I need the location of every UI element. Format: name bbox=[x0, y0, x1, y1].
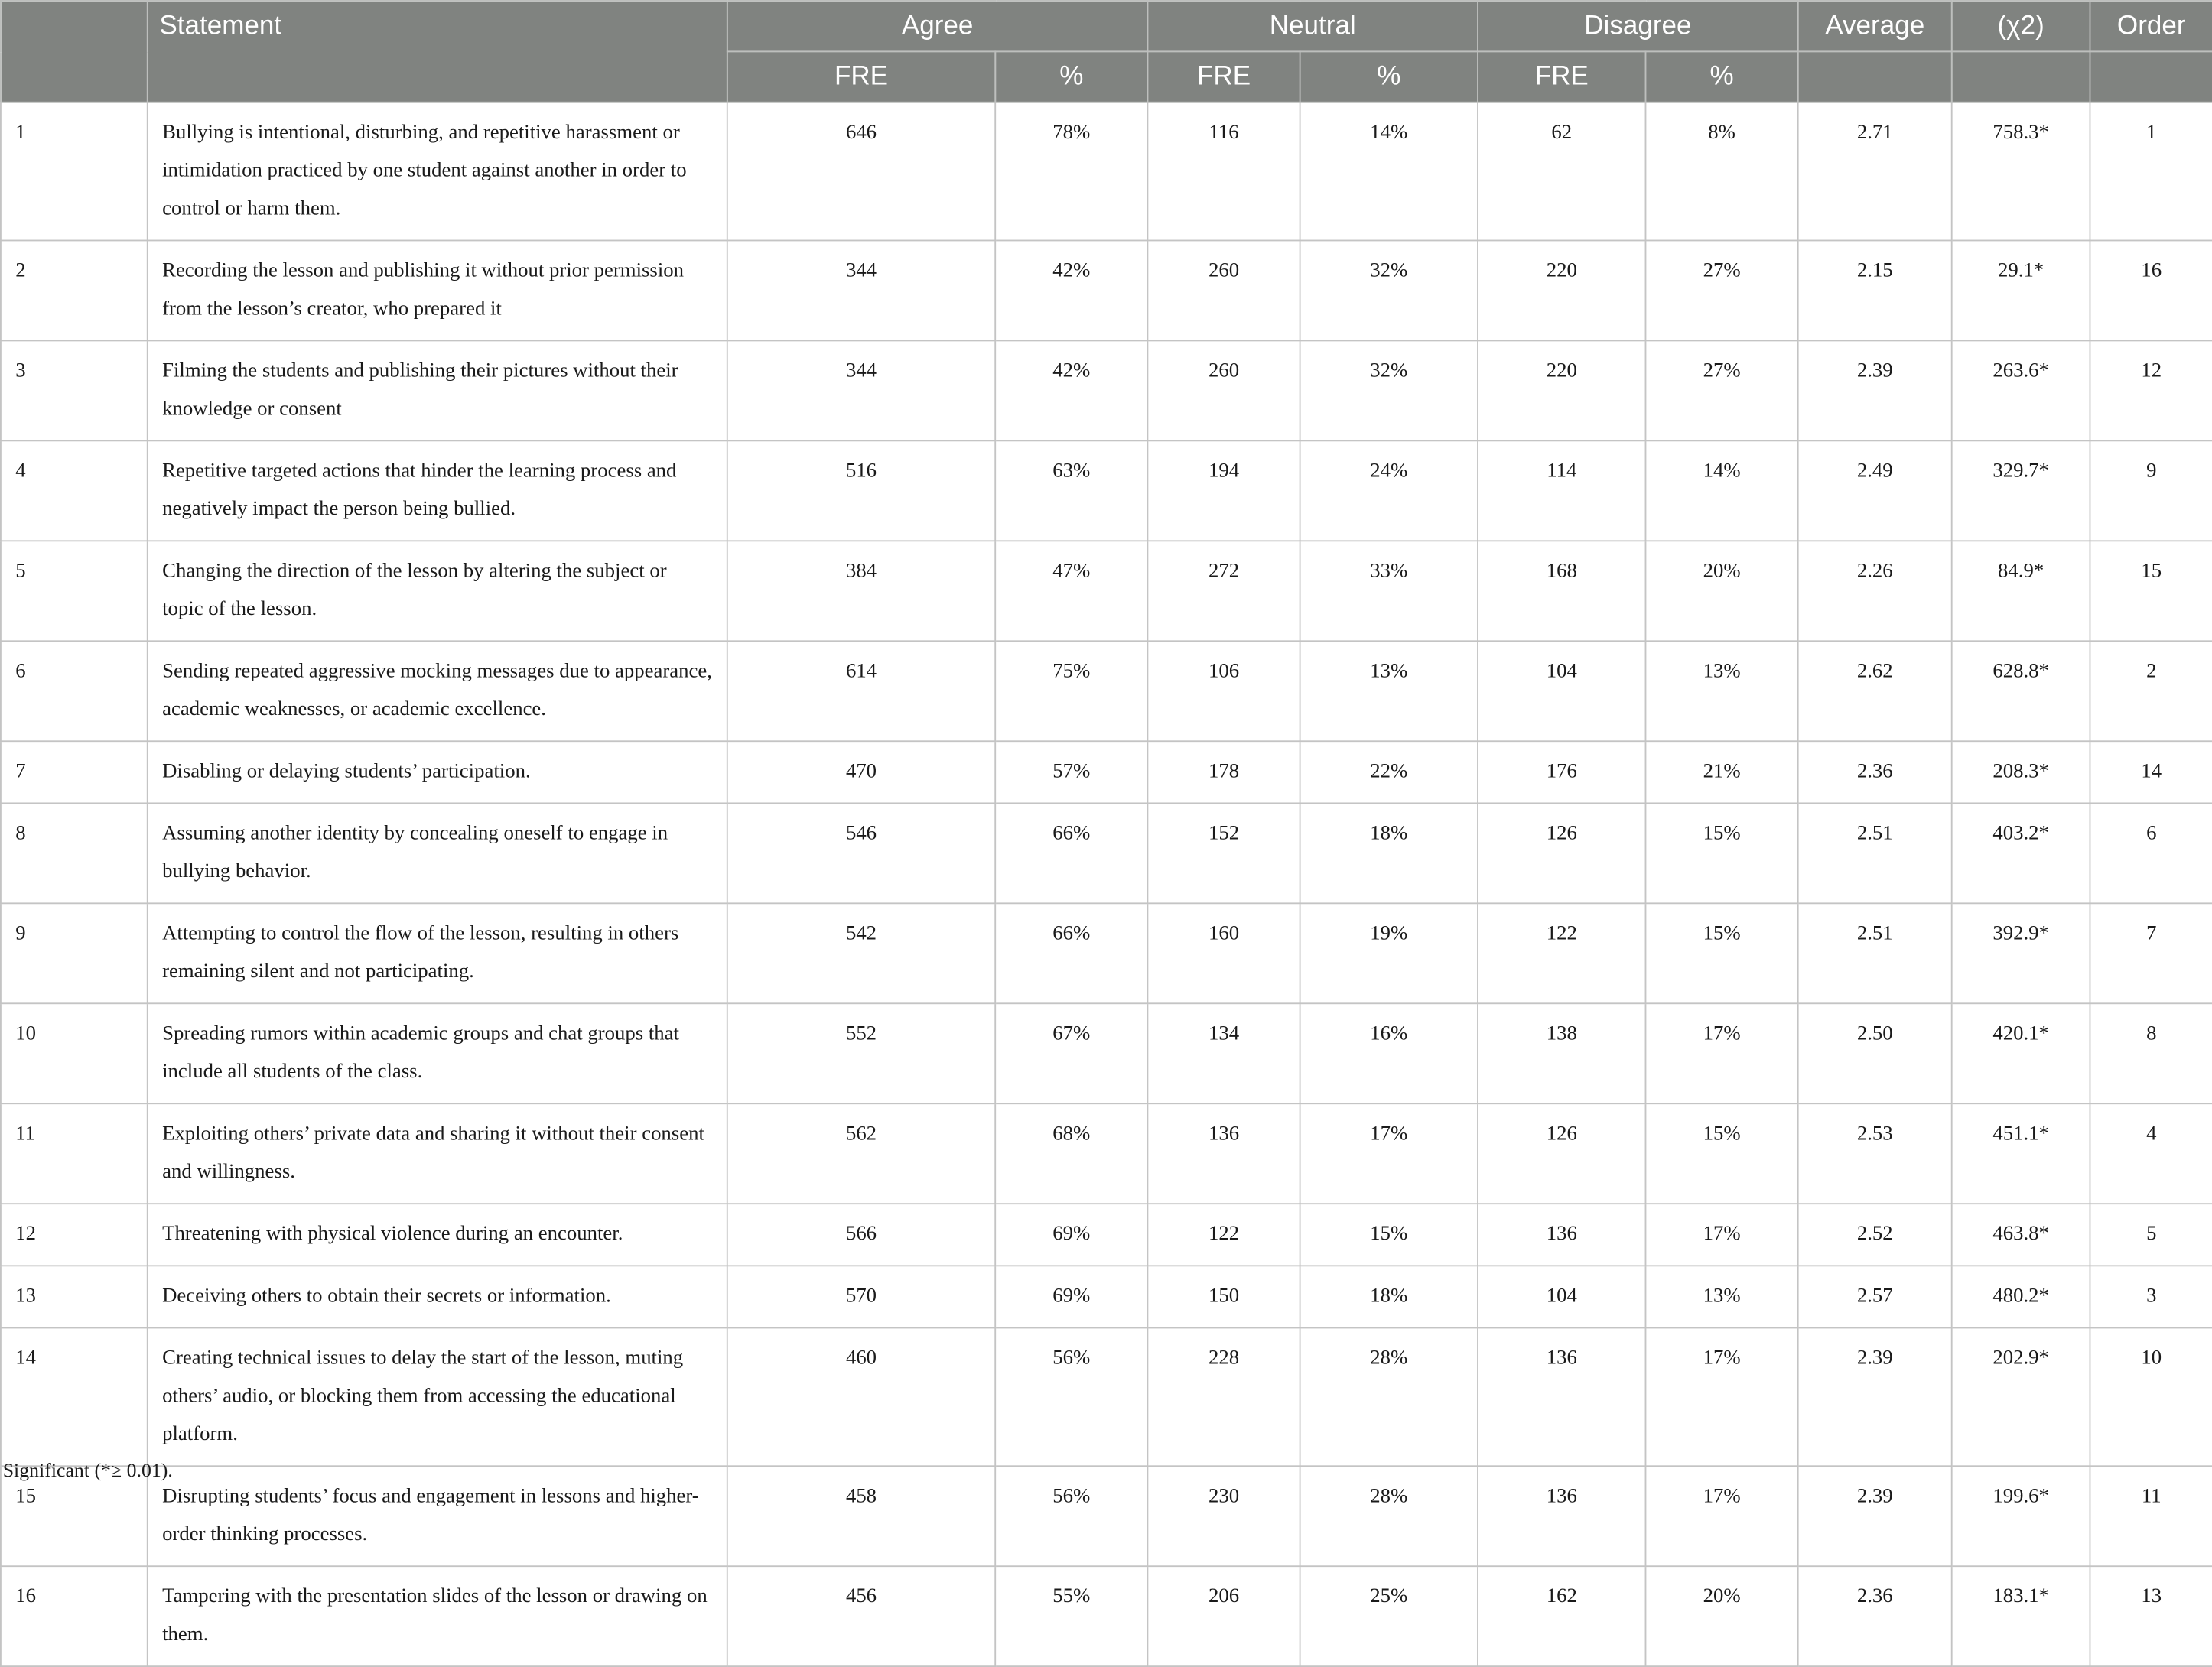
cell-neutral-fre: 106 bbox=[1147, 641, 1300, 741]
cell-average: 2.26 bbox=[1798, 541, 1952, 641]
cell-neutral-pct: 18% bbox=[1300, 1266, 1478, 1327]
table-row bbox=[1, 1266, 2212, 1327]
cell-order: 10 bbox=[2090, 1327, 2212, 1466]
cell-index: 13 bbox=[1, 1266, 148, 1327]
cell-disagree-pct: 17% bbox=[1646, 1327, 1798, 1466]
cell-chi2: 199.6* bbox=[1952, 1466, 2090, 1566]
cell-disagree-pct: 20% bbox=[1646, 541, 1798, 641]
cell-agree-fre: 470 bbox=[727, 741, 995, 803]
cell-neutral-fre: 152 bbox=[1147, 803, 1300, 903]
cell-neutral-pct: 18% bbox=[1300, 803, 1478, 903]
cell-agree-fre: 384 bbox=[727, 541, 995, 641]
cell-agree-fre: 566 bbox=[727, 1204, 995, 1266]
cell-disagree-fre: 104 bbox=[1478, 1266, 1645, 1327]
cell-neutral-pct: 24% bbox=[1300, 440, 1478, 541]
cell-neutral-fre: 160 bbox=[1147, 903, 1300, 1003]
cell-agree-pct: 66% bbox=[995, 803, 1147, 903]
cell-index: 5 bbox=[1, 541, 148, 641]
cell-agree-pct: 56% bbox=[995, 1327, 1147, 1466]
cell-disagree-fre: 136 bbox=[1478, 1327, 1645, 1466]
cell-order: 14 bbox=[2090, 741, 2212, 803]
table-row bbox=[1, 1466, 2212, 1566]
cell-chi2: 329.7* bbox=[1952, 440, 2090, 541]
cell-disagree-pct: 8% bbox=[1646, 102, 1798, 241]
cell-statement: Threatening with physical violence during an encounter. bbox=[148, 1204, 727, 1266]
header-statement: Statement bbox=[148, 1, 727, 102]
cell-order: 4 bbox=[2090, 1103, 2212, 1204]
cell-chi2: 29.1* bbox=[1952, 240, 2090, 340]
cell-order: 3 bbox=[2090, 1266, 2212, 1327]
header-agree-fre: FRE bbox=[727, 51, 995, 102]
cell-agree-fre: 646 bbox=[727, 102, 995, 241]
cell-neutral-fre: 122 bbox=[1147, 1204, 1300, 1266]
cell-agree-fre: 344 bbox=[727, 240, 995, 340]
cell-disagree-pct: 21% bbox=[1646, 741, 1798, 803]
table-row bbox=[1, 1003, 2212, 1103]
cell-agree-fre: 460 bbox=[727, 1327, 995, 1466]
cell-neutral-fre: 272 bbox=[1147, 541, 1300, 641]
header-neutral-fre: FRE bbox=[1147, 51, 1300, 102]
cell-index: 3 bbox=[1, 340, 148, 440]
cell-disagree-pct: 20% bbox=[1646, 1566, 1798, 1666]
cell-average: 2.39 bbox=[1798, 1466, 1952, 1566]
cell-index: 14 bbox=[1, 1327, 148, 1466]
cell-average: 2.36 bbox=[1798, 741, 1952, 803]
cell-neutral-pct: 16% bbox=[1300, 1003, 1478, 1103]
table-row bbox=[1, 1327, 2212, 1466]
cell-statement: Changing the direction of the lesson by altering the subject or topic of the lesson. bbox=[148, 541, 727, 641]
cell-neutral-fre: 230 bbox=[1147, 1466, 1300, 1566]
cell-order: 11 bbox=[2090, 1466, 2212, 1566]
cell-chi2: 463.8* bbox=[1952, 1204, 2090, 1266]
header-chi2-sub bbox=[1952, 51, 2090, 102]
cell-statement: Deceiving others to obtain their secrets or information. bbox=[148, 1266, 727, 1327]
header-row-top bbox=[1, 1, 2212, 51]
cell-neutral-pct: 13% bbox=[1300, 641, 1478, 741]
cell-agree-fre: 344 bbox=[727, 340, 995, 440]
cell-index: 1 bbox=[1, 102, 148, 241]
cell-neutral-fre: 136 bbox=[1147, 1103, 1300, 1204]
cell-disagree-fre: 126 bbox=[1478, 1103, 1645, 1204]
cell-agree-fre: 542 bbox=[727, 903, 995, 1003]
cell-disagree-pct: 17% bbox=[1646, 1466, 1798, 1566]
table-row bbox=[1, 641, 2212, 741]
table-row bbox=[1, 240, 2212, 340]
cell-order: 2 bbox=[2090, 641, 2212, 741]
header-disagree-fre: FRE bbox=[1478, 51, 1645, 102]
cell-agree-pct: 42% bbox=[995, 340, 1147, 440]
cell-index: 7 bbox=[1, 741, 148, 803]
cell-statement: Exploiting others’ private data and sharing it without their consent and willingness. bbox=[148, 1103, 727, 1204]
cell-agree-pct: 55% bbox=[995, 1566, 1147, 1666]
table-row bbox=[1, 903, 2212, 1003]
cell-agree-fre: 456 bbox=[727, 1566, 995, 1666]
header-average-sub bbox=[1798, 51, 1952, 102]
cell-average: 2.39 bbox=[1798, 1327, 1952, 1466]
cell-order: 8 bbox=[2090, 1003, 2212, 1103]
cell-neutral-fre: 194 bbox=[1147, 440, 1300, 541]
cell-disagree-fre: 168 bbox=[1478, 541, 1645, 641]
cell-chi2: 758.3* bbox=[1952, 102, 2090, 241]
cell-disagree-fre: 62 bbox=[1478, 102, 1645, 241]
header-average: Average bbox=[1798, 1, 1952, 51]
cell-disagree-pct: 17% bbox=[1646, 1204, 1798, 1266]
cell-statement: Repetitive targeted actions that hinder the learning process and negatively impact the person being bullied. bbox=[148, 440, 727, 541]
cell-neutral-pct: 17% bbox=[1300, 1103, 1478, 1204]
cell-agree-pct: 78% bbox=[995, 102, 1147, 241]
cell-neutral-pct: 33% bbox=[1300, 541, 1478, 641]
cell-chi2: 84.9* bbox=[1952, 541, 2090, 641]
cell-neutral-fre: 206 bbox=[1147, 1566, 1300, 1666]
cell-average: 2.15 bbox=[1798, 240, 1952, 340]
cell-index: 6 bbox=[1, 641, 148, 741]
cell-agree-pct: 75% bbox=[995, 641, 1147, 741]
cell-index: 11 bbox=[1, 1103, 148, 1204]
cell-disagree-fre: 138 bbox=[1478, 1003, 1645, 1103]
cell-neutral-fre: 228 bbox=[1147, 1327, 1300, 1466]
header-disagree-pct: % bbox=[1646, 51, 1798, 102]
cell-disagree-fre: 114 bbox=[1478, 440, 1645, 541]
cell-order: 6 bbox=[2090, 803, 2212, 903]
cell-average: 2.50 bbox=[1798, 1003, 1952, 1103]
table-row bbox=[1, 1103, 2212, 1204]
table-row bbox=[1, 440, 2212, 541]
cell-disagree-pct: 15% bbox=[1646, 903, 1798, 1003]
cell-average: 2.71 bbox=[1798, 102, 1952, 241]
cell-statement: Attempting to control the flow of the lesson, resulting in others remaining silent and not participating. bbox=[148, 903, 727, 1003]
cell-order: 12 bbox=[2090, 340, 2212, 440]
cell-statement: Filming the students and publishing their pictures without their knowledge or consent bbox=[148, 340, 727, 440]
cell-index: 12 bbox=[1, 1204, 148, 1266]
header-chi2: (χ2) bbox=[1952, 1, 2090, 51]
table-footnote: Significant (*≥ 0.01). bbox=[2, 1461, 173, 1483]
table-row bbox=[1, 1204, 2212, 1266]
cell-average: 2.57 bbox=[1798, 1266, 1952, 1327]
cell-disagree-fre: 122 bbox=[1478, 903, 1645, 1003]
table-row bbox=[1, 340, 2212, 440]
cell-neutral-fre: 150 bbox=[1147, 1266, 1300, 1327]
table-row bbox=[1, 1566, 2212, 1666]
cell-neutral-fre: 178 bbox=[1147, 741, 1300, 803]
header-neutral-pct: % bbox=[1300, 51, 1478, 102]
cell-chi2: 208.3* bbox=[1952, 741, 2090, 803]
cell-disagree-pct: 14% bbox=[1646, 440, 1798, 541]
cell-chi2: 480.2* bbox=[1952, 1266, 2090, 1327]
cell-chi2: 202.9* bbox=[1952, 1327, 2090, 1466]
cell-disagree-pct: 13% bbox=[1646, 1266, 1798, 1327]
cell-neutral-pct: 28% bbox=[1300, 1327, 1478, 1466]
cell-index: 9 bbox=[1, 903, 148, 1003]
table-row bbox=[1, 102, 2212, 241]
header-agree-pct: % bbox=[995, 51, 1147, 102]
header-index-cell bbox=[1, 1, 148, 102]
cell-order: 16 bbox=[2090, 240, 2212, 340]
cell-agree-pct: 57% bbox=[995, 741, 1147, 803]
cell-index: 10 bbox=[1, 1003, 148, 1103]
header-disagree: Disagree bbox=[1478, 1, 1798, 51]
cell-agree-pct: 56% bbox=[995, 1466, 1147, 1566]
table-row bbox=[1, 741, 2212, 803]
cell-agree-fre: 570 bbox=[727, 1266, 995, 1327]
cell-neutral-fre: 260 bbox=[1147, 340, 1300, 440]
cell-index: 16 bbox=[1, 1566, 148, 1666]
cell-disagree-fre: 136 bbox=[1478, 1204, 1645, 1266]
cell-disagree-fre: 162 bbox=[1478, 1566, 1645, 1666]
cell-chi2: 263.6* bbox=[1952, 340, 2090, 440]
cell-index: 8 bbox=[1, 803, 148, 903]
cell-average: 2.49 bbox=[1798, 440, 1952, 541]
cell-neutral-fre: 260 bbox=[1147, 240, 1300, 340]
cell-statement: Assuming another identity by concealing oneself to engage in bullying behavior. bbox=[148, 803, 727, 903]
cell-disagree-fre: 136 bbox=[1478, 1466, 1645, 1566]
cell-statement: Disrupting students’ focus and engagement in lessons and higher-order thinking processes. bbox=[148, 1466, 727, 1566]
cell-index: 4 bbox=[1, 440, 148, 541]
cell-average: 2.52 bbox=[1798, 1204, 1952, 1266]
cell-statement: Sending repeated aggressive mocking messages due to appearance, academic weaknesses, or academic excellence. bbox=[148, 641, 727, 741]
cell-agree-pct: 63% bbox=[995, 440, 1147, 541]
header-order: Order bbox=[2090, 1, 2212, 51]
cell-neutral-pct: 28% bbox=[1300, 1466, 1478, 1566]
cell-disagree-fre: 176 bbox=[1478, 741, 1645, 803]
cell-order: 13 bbox=[2090, 1566, 2212, 1666]
cell-neutral-pct: 32% bbox=[1300, 340, 1478, 440]
cell-agree-pct: 42% bbox=[995, 240, 1147, 340]
cell-neutral-pct: 14% bbox=[1300, 102, 1478, 241]
cell-neutral-fre: 134 bbox=[1147, 1003, 1300, 1103]
cell-agree-pct: 69% bbox=[995, 1204, 1147, 1266]
cell-agree-pct: 69% bbox=[995, 1266, 1147, 1327]
cell-chi2: 451.1* bbox=[1952, 1103, 2090, 1204]
cell-average: 2.51 bbox=[1798, 803, 1952, 903]
cell-statement: Disabling or delaying students’ participation. bbox=[148, 741, 727, 803]
cell-agree-fre: 546 bbox=[727, 803, 995, 903]
cell-disagree-pct: 15% bbox=[1646, 1103, 1798, 1204]
cell-order: 9 bbox=[2090, 440, 2212, 541]
cell-agree-pct: 67% bbox=[995, 1003, 1147, 1103]
cell-statement: Spreading rumors within academic groups and chat groups that include all students of the class. bbox=[148, 1003, 727, 1103]
cell-disagree-pct: 17% bbox=[1646, 1003, 1798, 1103]
cell-agree-fre: 552 bbox=[727, 1003, 995, 1103]
cell-disagree-pct: 15% bbox=[1646, 803, 1798, 903]
cell-disagree-pct: 27% bbox=[1646, 340, 1798, 440]
table-row bbox=[1, 541, 2212, 641]
cell-chi2: 403.2* bbox=[1952, 803, 2090, 903]
cell-statement: Bullying is intentional, disturbing, and repetitive harassment or intimidation practiced by one student against another in order to control or harm them. bbox=[148, 102, 727, 241]
cell-agree-fre: 458 bbox=[727, 1466, 995, 1566]
cell-neutral-pct: 22% bbox=[1300, 741, 1478, 803]
cell-neutral-fre: 116 bbox=[1147, 102, 1300, 241]
cell-chi2: 183.1* bbox=[1952, 1566, 2090, 1666]
cell-average: 2.62 bbox=[1798, 641, 1952, 741]
cell-neutral-pct: 15% bbox=[1300, 1204, 1478, 1266]
cell-average: 2.36 bbox=[1798, 1566, 1952, 1666]
cell-agree-fre: 562 bbox=[727, 1103, 995, 1204]
cell-disagree-fre: 104 bbox=[1478, 641, 1645, 741]
cell-disagree-fre: 126 bbox=[1478, 803, 1645, 903]
cell-order: 7 bbox=[2090, 903, 2212, 1003]
cell-chi2: 392.9* bbox=[1952, 903, 2090, 1003]
cell-statement: Recording the lesson and publishing it without prior permission from the lesson’s creator, who prepared it bbox=[148, 240, 727, 340]
cell-average: 2.51 bbox=[1798, 903, 1952, 1003]
cell-average: 2.39 bbox=[1798, 340, 1952, 440]
cell-agree-fre: 614 bbox=[727, 641, 995, 741]
cell-index: 2 bbox=[1, 240, 148, 340]
cell-index: 15 bbox=[1, 1466, 148, 1566]
cell-disagree-pct: 27% bbox=[1646, 240, 1798, 340]
cell-agree-pct: 68% bbox=[995, 1103, 1147, 1204]
cell-disagree-fre: 220 bbox=[1478, 240, 1645, 340]
table-row bbox=[1, 803, 2212, 903]
header-neutral: Neutral bbox=[1147, 1, 1478, 51]
cell-disagree-pct: 13% bbox=[1646, 641, 1798, 741]
cell-order: 5 bbox=[2090, 1204, 2212, 1266]
cell-neutral-pct: 32% bbox=[1300, 240, 1478, 340]
cell-agree-pct: 66% bbox=[995, 903, 1147, 1003]
cell-agree-fre: 516 bbox=[727, 440, 995, 541]
cell-chi2: 420.1* bbox=[1952, 1003, 2090, 1103]
cell-neutral-pct: 19% bbox=[1300, 903, 1478, 1003]
cell-chi2: 628.8* bbox=[1952, 641, 2090, 741]
cell-statement: Creating technical issues to delay the start of the lesson, muting others’ audio, or blocking them from accessing the educational platform. bbox=[148, 1327, 727, 1466]
cell-statement: Tampering with the presentation slides of the lesson or drawing on them. bbox=[148, 1566, 727, 1666]
cell-order: 15 bbox=[2090, 541, 2212, 641]
header-order-sub bbox=[2090, 51, 2212, 102]
cell-order: 1 bbox=[2090, 102, 2212, 241]
cell-average: 2.53 bbox=[1798, 1103, 1952, 1204]
cell-disagree-fre: 220 bbox=[1478, 340, 1645, 440]
header-agree: Agree bbox=[727, 1, 1148, 51]
table-header bbox=[1, 1, 2212, 102]
table-body bbox=[1, 102, 2212, 1666]
cell-neutral-pct: 25% bbox=[1300, 1566, 1478, 1666]
cell-agree-pct: 47% bbox=[995, 541, 1147, 641]
